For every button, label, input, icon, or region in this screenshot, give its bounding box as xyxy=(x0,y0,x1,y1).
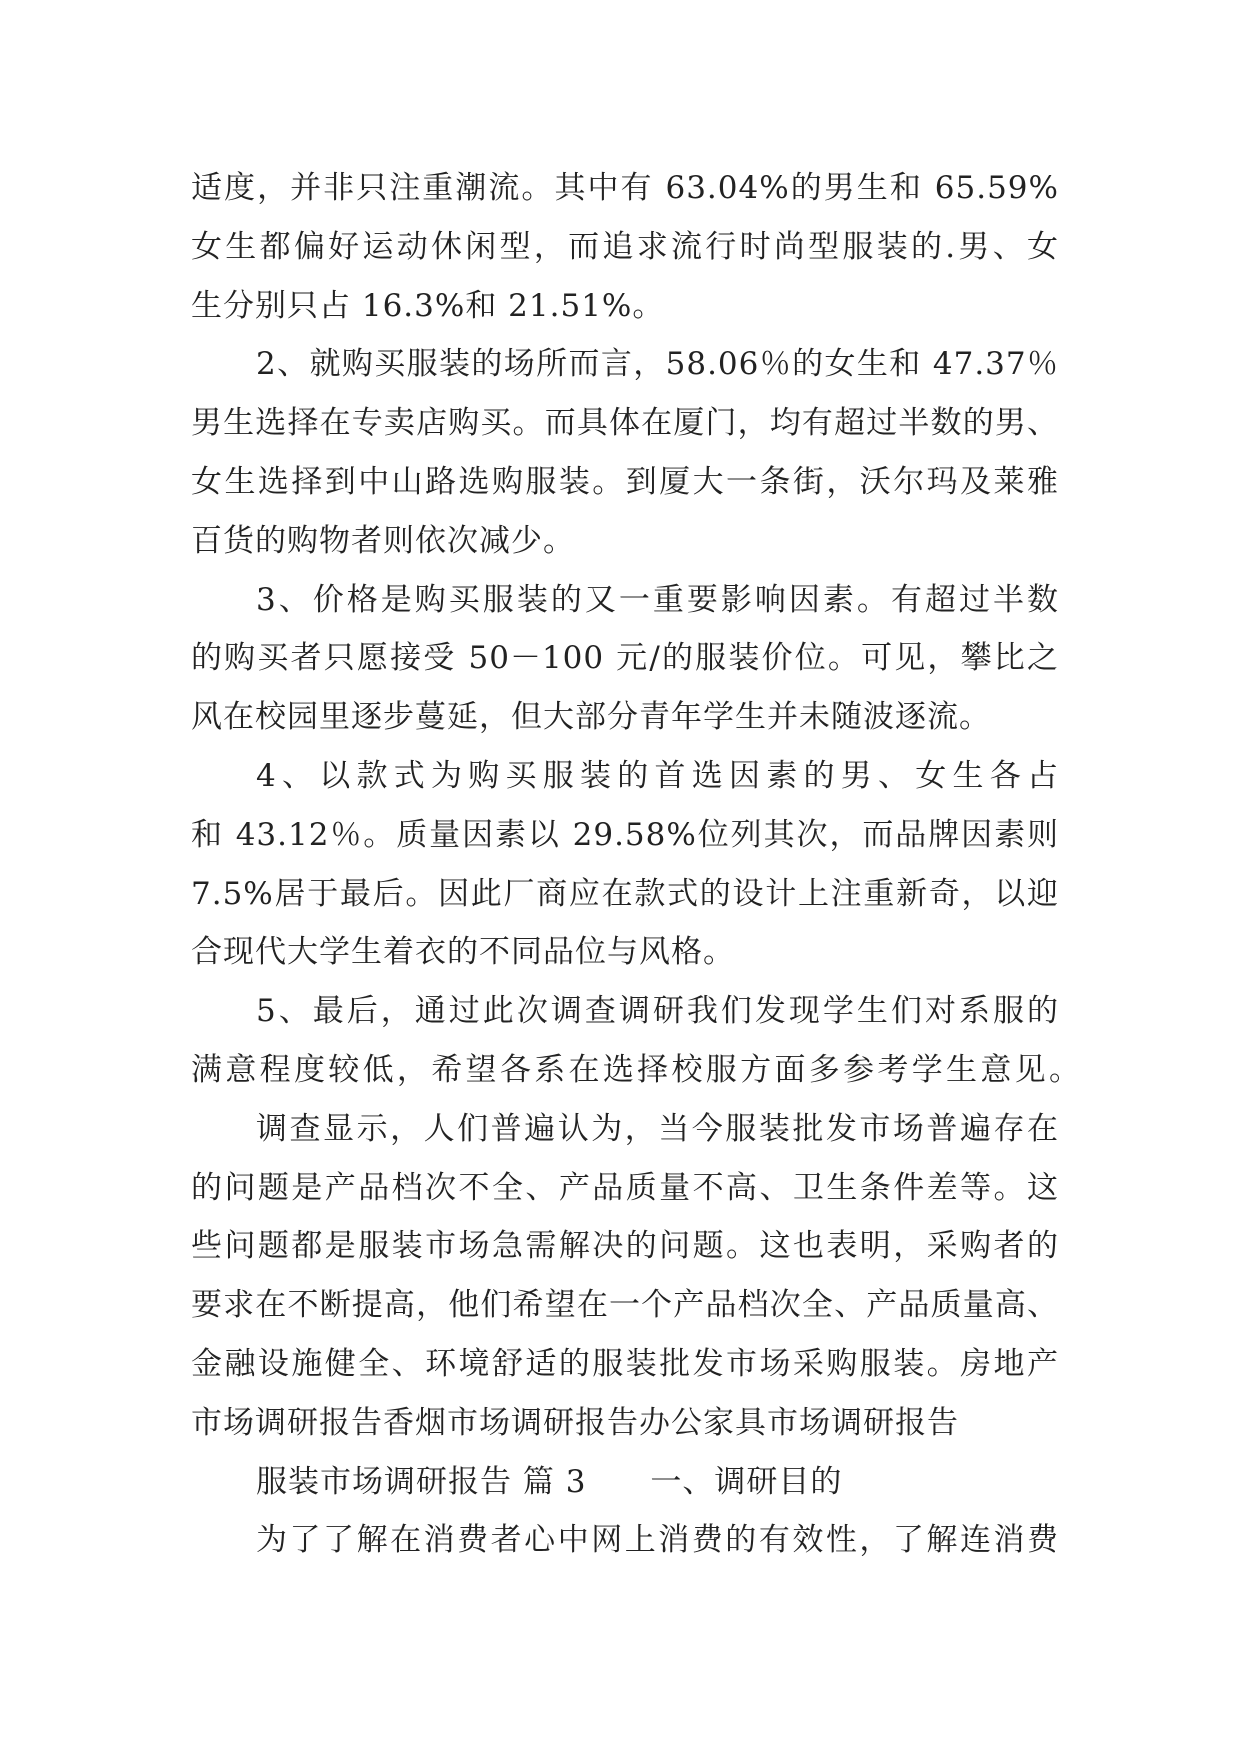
paragraph xyxy=(191,1511,1059,1570)
body-text xyxy=(191,159,1081,1570)
text-line: 合现代大学生着衣的不同品位与风格。 xyxy=(191,934,735,971)
paragraph xyxy=(191,982,1081,1100)
paragraph xyxy=(191,159,1059,335)
text-line: 的购买者只愿接受 50－100 元/的服装价位。可见，攀比之 xyxy=(191,640,1059,677)
text-line: 和 43.12％。质量因素以 29.58%位列其次，而品牌因素则 xyxy=(191,816,1059,853)
text-line: 为了了解在消费者心中网上消费的有效性，了解连消费 xyxy=(256,1522,1059,1559)
text-line: 女生都偏好运动休闲型，而追求流行时尚型服装的.男、女 xyxy=(191,228,1059,265)
text-line: 要求在不断提高，他们希望在一个产品档次全、产品质量高、 xyxy=(191,1287,1059,1324)
section-heading xyxy=(191,1453,1059,1512)
text-line: 女生选择到中山路选购服装。到厦大一条街，沃尔玛及莱雅 xyxy=(191,463,1059,500)
paragraph xyxy=(191,335,1059,570)
text-line: 市场调研报告香烟市场调研报告办公家具市场调研报告 xyxy=(191,1404,959,1441)
text-line: 金融设施健全、环境舒适的服装批发市场采购服装。房地产 xyxy=(191,1345,1059,1382)
paragraph xyxy=(191,571,1059,747)
text-line: 7.5%居于最后。因此厂商应在款式的设计上注重新奇，以迎 xyxy=(191,875,1059,912)
text-line: 满意程度较低，希望各系在选择校服方面多参考学生意见。 xyxy=(191,1051,1081,1088)
text-line: 风在校园里逐步蔓延，但大部分青年学生并未随波逐流。 xyxy=(191,699,991,736)
paragraph xyxy=(191,1100,1059,1453)
text-line: 4、以款式为购买服装的首选因素的男、女生各占 xyxy=(256,757,1059,794)
text-line: 的问题是产品档次不全、产品质量不高、卫生条件差等。这 xyxy=(191,1169,1059,1206)
text-line: 生分别只占 16.3%和 21.51%。 xyxy=(191,287,665,324)
text-line: 3、价格是购买服装的又一重要影响因素。有超过半数 xyxy=(256,581,1059,618)
text-line: 服装市场调研报告 篇 3 一、调研目的 xyxy=(256,1463,843,1500)
text-line: 男生选择在专卖店购买。而具体在厦门，均有超过半数的男、 xyxy=(191,405,1059,442)
text-line: 调查显示，人们普遍认为，当今服装批发市场普遍存在 xyxy=(256,1110,1059,1147)
paragraph xyxy=(191,747,1059,982)
text-line: 些问题都是服装市场急需解决的问题。这也表明，采购者的 xyxy=(191,1228,1059,1265)
text-line: 百货的购物者则依次减少。 xyxy=(191,522,575,559)
text-line: 2、就购买服装的场所而言，58.06％的女生和 47.37％ xyxy=(256,346,1059,383)
text-line: 5、最后，通过此次调查调研我们发现学生们对系服的 xyxy=(256,993,1059,1030)
text-line: 适度，并非只注重潮流。其中有 63.04%的男生和 65.59% xyxy=(191,170,1059,206)
